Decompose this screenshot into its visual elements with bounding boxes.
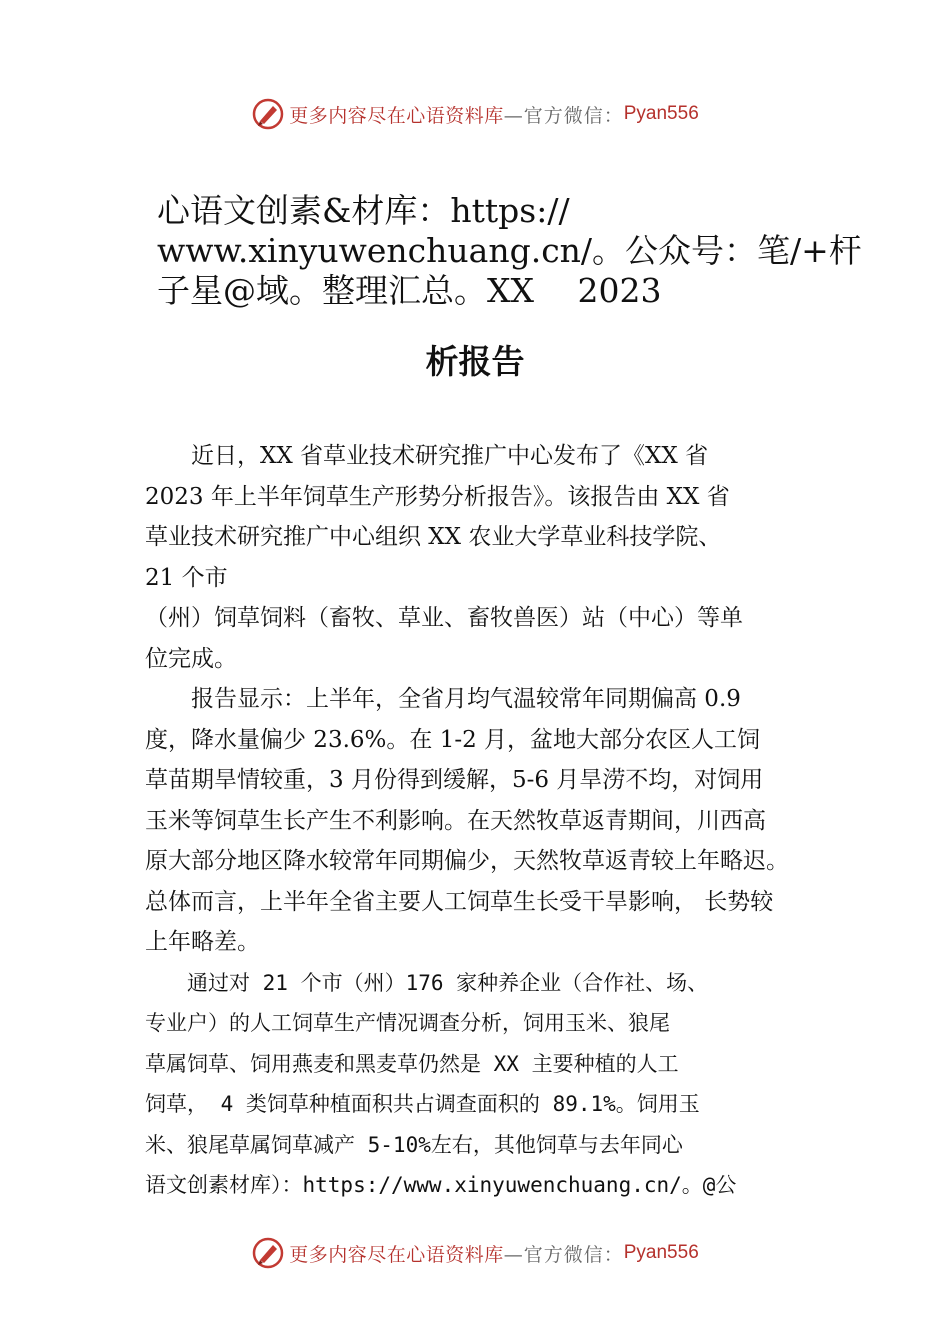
- banner-wechat-id: Pyan556: [623, 103, 699, 124]
- banner-wechat-label: —官方微信：: [503, 104, 624, 127]
- body-line: 草属饲草、饲用燕麦和黑麦草仍然是 XX 主要种植的人工: [145, 1051, 679, 1076]
- body-line: 玉米等饲草生长产生不利影响。在天然牧草返青期间，川西高: [145, 807, 766, 834]
- header-text: [157, 191, 862, 311]
- header-line: www.xinyuwenchuang.cn/。公众号：笔/+杆: [157, 231, 862, 270]
- body-line: 21 个市: [145, 564, 228, 591]
- body-line: 米、狼尾草属饲草减产 5-10%左右，其他饲草与去年同心: [145, 1132, 683, 1157]
- body-line: 总体而言，上半年全省主要人工饲草生长受干旱影响， 长势较: [145, 888, 774, 915]
- body-line: 上年略差。: [145, 929, 260, 955]
- body-line: 报告显示：上半年，全省月均气温较常年同期偏高 0.9: [145, 686, 741, 712]
- header-line: 心语文创素&材库：https://: [157, 191, 570, 230]
- body-line: 原大部分地区降水较常年同期偏少，天然牧草返青较上年略迟。: [145, 848, 789, 874]
- body-line: 语文创素材库）：https://www.xinyuwenchuang.cn/。@公: [145, 1173, 737, 1197]
- body-line: 专业户）的人工饲草生产情况调查分析，饲用玉米、狼尾: [145, 1011, 670, 1035]
- top-banner: [0, 94, 950, 134]
- body-line: 2023 年上半年饲草生产形势分析报告》。该报告由 XX 省: [145, 483, 730, 510]
- body-line: （州）饲草饲料（畜牧、草业、畜牧兽医）站（中心）等单: [145, 605, 743, 631]
- body-line: 度，降水量偏少 23.6%。在 1-2 月，盆地大部分农区人工饲: [145, 726, 761, 753]
- pen-logo-icon: [251, 97, 285, 131]
- body-line: 通过对 21 个市（州）176 家种养企业（合作社、场、: [145, 970, 709, 995]
- body-line: 位完成。: [145, 645, 237, 672]
- body-text: [145, 436, 835, 1206]
- body-line: 草业技术研究推广中心组织 XX 农业大学草业科技学院、: [145, 524, 722, 550]
- header-line: 子星@域。整理汇总。XX 2023: [157, 271, 662, 310]
- page-title: 析报告: [425, 342, 525, 381]
- bottom-banner: [0, 1233, 950, 1273]
- body-line: 饲草， 4 类饲草种植面积共占调查面积的 89.1%。饲用玉: [145, 1092, 700, 1116]
- pen-logo-icon: [251, 1236, 285, 1270]
- banner-wechat-id: Pyan556: [623, 1242, 699, 1263]
- body-line: 近日，XX 省草业技术研究推广中心发布了《XX 省: [145, 443, 709, 469]
- banner-text: 更多内容尽在心语资料库: [289, 1243, 504, 1266]
- body-line: 草苗期旱情较重，3 月份得到缓解，5-6 月旱涝不均，对饲用: [145, 767, 764, 793]
- banner-text: 更多内容尽在心语资料库: [289, 104, 504, 127]
- banner-wechat-label: —官方微信：: [503, 1243, 624, 1266]
